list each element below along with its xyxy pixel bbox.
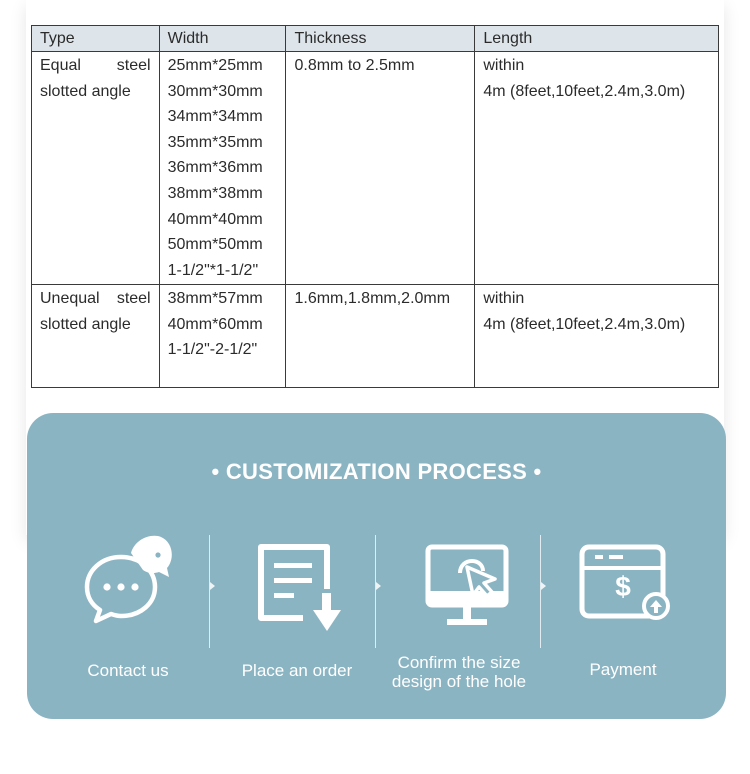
- width-value: 40mm*40mm: [167, 210, 263, 228]
- cell-type: [32, 285, 160, 388]
- table-row: [32, 52, 719, 285]
- step-label-contact: Contact us: [87, 661, 169, 680]
- type-line: slotted angle: [40, 82, 131, 100]
- header-length: Length: [475, 26, 719, 52]
- width-value: 50mm*50mm: [167, 236, 263, 254]
- width-value: 36mm*36mm: [167, 159, 263, 177]
- length-line: within: [483, 290, 525, 307]
- header-type: Type: [32, 26, 160, 52]
- length-line: 4m (8feet,10feet,2.4m,3.0m): [483, 82, 686, 100]
- type-line: Unequal steel: [40, 290, 151, 307]
- width-value: 38mm*57mm: [167, 290, 263, 307]
- process-title: • CUSTOMIZATION PROCESS •: [211, 459, 542, 484]
- table-row: [32, 285, 719, 388]
- width-value: 40mm*60mm: [167, 315, 263, 333]
- cell-width: [159, 285, 286, 388]
- width-value: 25mm*25mm: [167, 57, 263, 74]
- step-divider: [540, 535, 541, 648]
- width-value: 1-1/2"*1-1/2": [167, 261, 259, 279]
- width-value: 38mm*38mm: [167, 184, 263, 202]
- header-thickness: Thickness: [286, 26, 475, 52]
- customization-process-panel: [27, 413, 726, 719]
- step-label-confirm-line: Confirm the size: [397, 653, 521, 672]
- length-line: 4m (8feet,10feet,2.4m,3.0m): [483, 315, 686, 333]
- length-line: within: [483, 57, 525, 74]
- width-value: 35mm*35mm: [167, 133, 263, 151]
- monitor-cursor-icon: [423, 543, 513, 631]
- table-header-row: [32, 26, 719, 52]
- cell-thickness: 1.6mm,1.8mm,2.0mm: [286, 285, 475, 388]
- cell-width: [159, 52, 286, 285]
- cell-length: [475, 285, 719, 388]
- order-document-icon: [255, 543, 347, 635]
- cell-type: [32, 52, 160, 285]
- width-value: 1-1/2"-2-1/2": [167, 341, 258, 359]
- step-label-payment: Payment: [589, 660, 657, 679]
- chat-bubbles-icon: [83, 533, 173, 625]
- type-line: Equal steel: [40, 57, 151, 74]
- header-width: Width: [159, 26, 286, 52]
- step-label-confirm: [379, 653, 539, 691]
- width-value: 34mm*34mm: [167, 108, 263, 126]
- step-divider: [209, 535, 210, 648]
- payment-card-icon: [579, 544, 673, 624]
- step-label-order: Place an order: [241, 661, 353, 680]
- dollar-sign-glyph: $: [615, 571, 631, 602]
- cell-length: [475, 52, 719, 285]
- spec-table: [31, 25, 719, 388]
- width-value: 30mm*30mm: [167, 82, 263, 100]
- step-label-confirm-line: design of the hole: [391, 672, 527, 691]
- step-divider: [375, 535, 376, 648]
- cell-thickness: 0.8mm to 2.5mm: [286, 52, 475, 285]
- type-line: slotted angle: [40, 315, 131, 333]
